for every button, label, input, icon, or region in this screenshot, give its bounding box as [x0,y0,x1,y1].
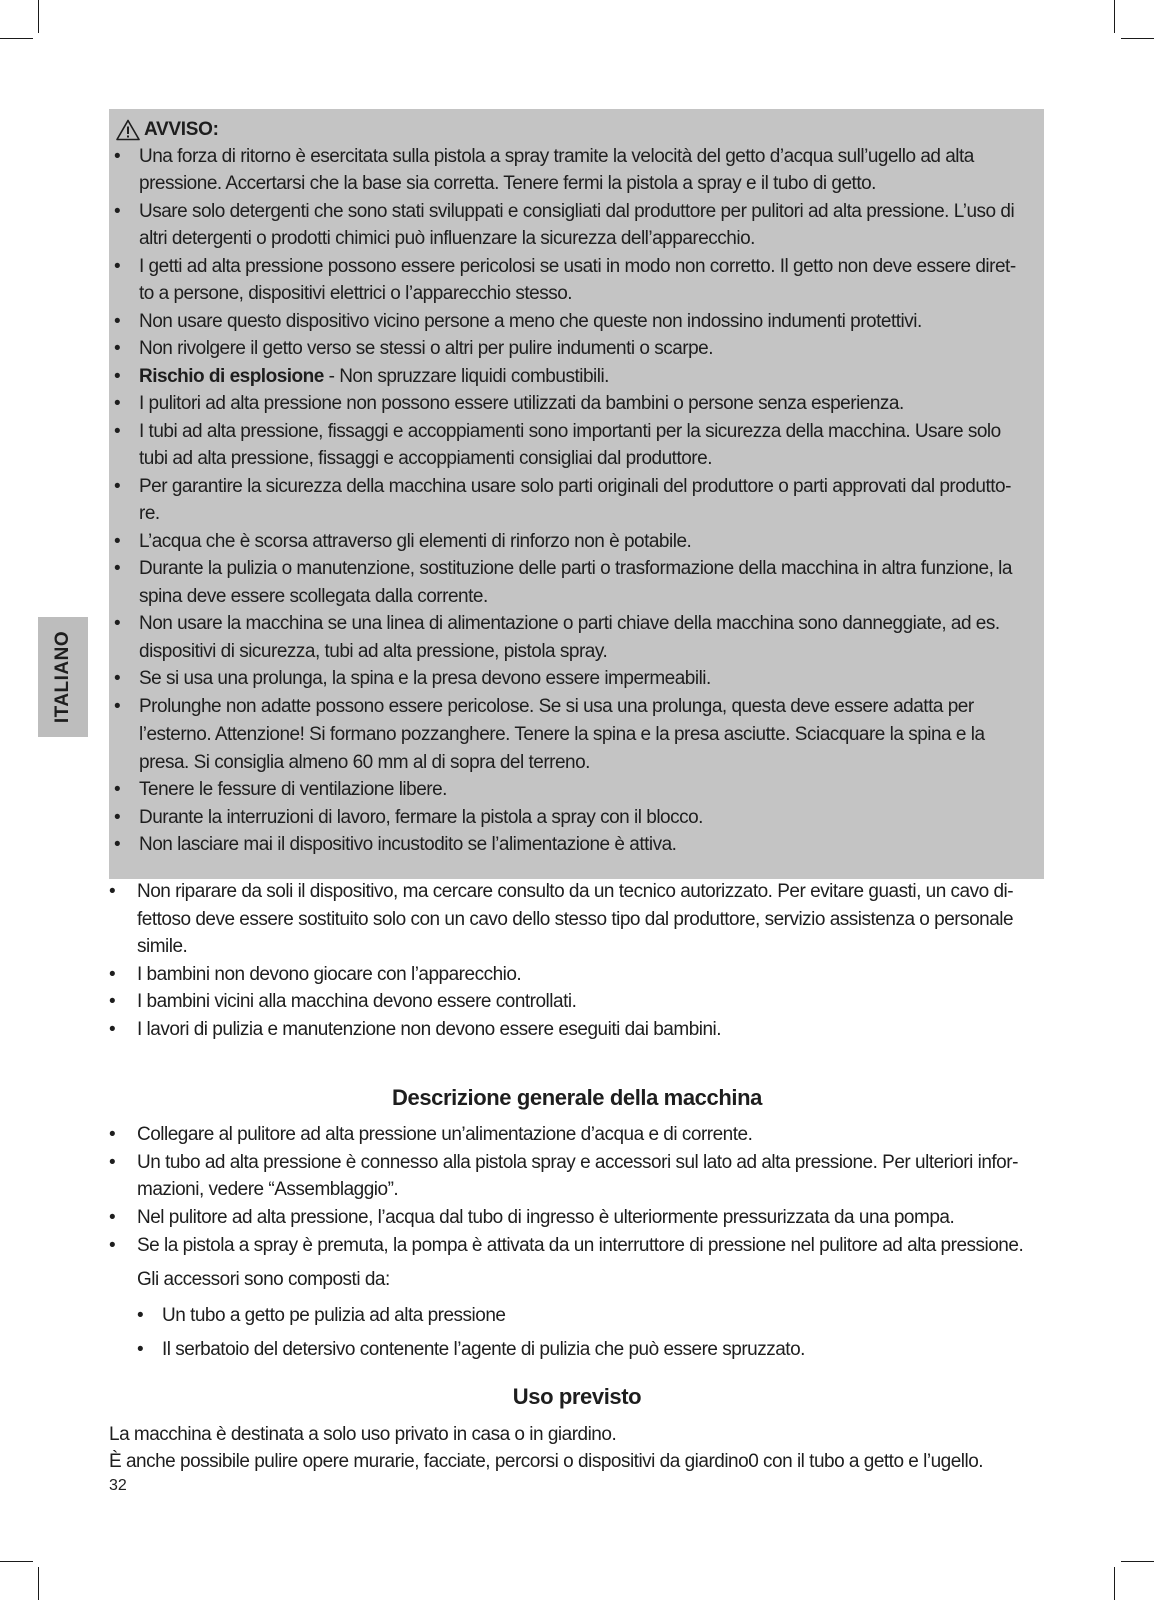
warning-line: L’acqua che è scorsa attraverso gli elementi di rinforzo non è potabile. [139,531,692,552]
bullet: • [109,1019,116,1040]
crop-mark-bottom-left-horizontal [0,1561,33,1562]
warning-triangle-icon [116,119,140,141]
bullet: • [137,1305,144,1326]
warning-line: Durante la interruzioni di lavoro, fermare la pistola a spray con il blocco. [139,807,703,828]
bullet: • [137,1339,144,1360]
body-line: Un tubo ad alta pressione è connesso alla pistola spray e accessori sul lato ad alta pressione. Per ulteriori infor- [137,1152,1018,1173]
bullet: • [109,991,116,1012]
body-line: I lavori di pulizia e manutenzione non devono essere eseguiti dai bambini. [137,1019,722,1040]
bullet: • [114,366,121,387]
warning-line: spina deve essere scollegata dalla corrente. [139,586,488,607]
warning-line: Non usare la macchina se una linea di alimentazione o parti chiave della macchina sono danneggiate, ad es. [139,613,1000,634]
body-line: I bambini non devono giocare con l’apparecchio. [137,964,522,985]
warning-line: Per garantire la sicurezza della macchina usare solo parti originali del produttore o parti approvati dal produtto- [139,476,1011,497]
section-heading-machine-description: Descrizione generale della macchina [392,1085,762,1110]
body-line: Collegare al pulitore ad alta pressione un’alimentazione d’acqua e di corrente. [137,1124,753,1145]
warning-line: altri detergenti o prodotti chimici può influenzare la sicurezza dell’apparecchio. [139,228,755,249]
warning-line: tubi ad alta pressione, fissaggi e accoppiamenti consigliai dal produttore. [139,448,712,469]
sub-list-item: Un tubo a getto pe pulizia ad alta pressione [162,1305,506,1326]
bullet: • [109,964,116,985]
warning-line: Durante la pulizia o manutenzione, sostituzione delle parti o trasformazione della macchina in altra funzione, la [139,558,1012,579]
crop-mark-bottom-left-vertical [38,1567,39,1600]
bullet: • [114,531,121,552]
body-line: Nel pulitore ad alta pressione, l’acqua dal tubo di ingresso è ulteriormente pressurizzata da una pompa. [137,1207,955,1228]
warning-line: Tenere le fessure di ventilazione libere. [139,779,447,800]
bullet: • [114,146,121,167]
body-line: fettoso deve essere sostituito solo con un cavo dello stesso tipo dal produttore, servizio assistenza o personale [137,909,1014,930]
body-line: La macchina è destinata a solo uso privato in casa o in giardino. [109,1424,617,1445]
warning-line-explosion [139,365,609,389]
warning-line: Una forza di ritorno è esercitata sulla pistola a spray tramite la velocità del getto d’acqua sull’ugello ad alta [139,146,974,167]
crop-mark-bottom-right-vertical [1114,1567,1115,1600]
page-number: 32 [109,1477,127,1494]
warning-line: I pulitori ad alta pressione non possono essere utilizzati da bambini o persone senza esperienza. [139,393,904,414]
bullet: • [109,1235,116,1256]
warning-title: AVVISO: [144,119,219,140]
bullet: • [114,807,121,828]
warning-line: to a persone, dispositivi elettrici o l’apparecchio stesso. [139,283,573,304]
bullet: • [109,881,116,902]
bullet: • [114,696,121,717]
bullet: • [114,613,121,634]
warning-line: re. [139,503,160,524]
bullet: • [114,311,121,332]
bullet: • [114,476,121,497]
body-line: simile. [137,936,188,957]
bullet: • [114,338,121,359]
warning-line: Se si usa una prolunga, la spina e la presa devono essere impermeabili. [139,668,711,689]
crop-mark-top-right-horizontal [1121,38,1154,39]
crop-mark-top-left-horizontal [0,38,33,39]
crop-mark-top-left-vertical [38,0,39,33]
bullet: • [114,558,121,579]
bullet: • [114,668,121,689]
bullet: • [109,1207,116,1228]
bullet: • [114,393,121,414]
crop-mark-top-right-vertical [1114,0,1115,33]
warning-heading [116,117,219,143]
body-line: Non riparare da soli il dispositivo, ma cercare consulto da un tecnico autorizzato. Per evitare guasti, un cavo di- [137,881,1014,902]
warning-line: Non usare questo dispositivo vicino persone a meno che queste non indossino indumenti protettivi. [139,311,922,332]
body-line: È anche possibile pulire opere murarie, facciate, percorsi o dispositivi da giardino0 con il tubo a getto e l’ugello. [109,1451,984,1472]
crop-mark-bottom-right-horizontal [1121,1561,1154,1562]
body-line: I bambini vicini alla macchina devono essere controllati. [137,991,577,1012]
sub-list-item: Il serbatoio del detersivo contenente l’agente di pulizia che può essere spruzzato. [162,1339,805,1360]
explosion-risk-text: - Non spruzzare liquidi combustibili. [323,366,609,387]
warning-line: dispositivi di sicurezza, tubi ad alta pressione, pistola spray. [139,641,608,662]
language-label: ITALIANO [52,630,73,724]
bullet: • [114,834,121,855]
language-side-tab [38,617,88,737]
bullet: • [109,1124,116,1145]
warning-line: Usare solo detergenti che sono stati sviluppati e consigliati dal produttore per pulitori ad alta pressione. L’uso di [139,201,1015,222]
section-heading-intended-use: Uso previsto [512,1384,642,1409]
warning-line: Non rivolgere il getto verso se stessi o altri per pulire indumenti o scarpe. [139,338,714,359]
warning-line: pressione. Accertarsi che la base sia corretta. Tenere fermi la pistola a spray e il tubo di getto. [139,173,876,194]
warning-line: I tubi ad alta pressione, fissaggi e accoppiamenti sono importanti per la sicurezza della macchina. Usare solo [139,421,1001,442]
bullet: • [114,421,121,442]
bullet: • [109,1152,116,1173]
bullet: • [114,779,121,800]
explosion-risk-label: Rischio di esplosione [139,366,324,387]
body-line: mazioni, vedere “Assemblaggio”. [137,1179,399,1200]
warning-line: presa. Si consiglia almeno 60 mm al di sopra del terreno. [139,752,590,773]
accessories-intro: Gli accessori sono composti da: [137,1269,390,1290]
body-line: Se la pistola a spray è premuta, la pompa è attivata da un interruttore di pressione nel pulitore ad alta pressione. [137,1235,1024,1256]
warning-line: Non lasciare mai il dispositivo incustodito se l’alimentazione è attiva. [139,834,677,855]
bullet: • [114,201,121,222]
warning-line: I getti ad alta pressione possono essere pericolosi se usati in modo non corretto. Il getto non deve essere diret- [139,256,1016,277]
warning-line: l’esterno. Attenzione! Si formano pozzanghere. Tenere la spina e la presa asciutte. Sciacquare la spina e la [139,724,985,745]
bullet: • [114,256,121,277]
warning-line: Prolunghe non adatte possono essere pericolose. Se si usa una prolunga, questa deve essere adatta per [139,696,974,717]
